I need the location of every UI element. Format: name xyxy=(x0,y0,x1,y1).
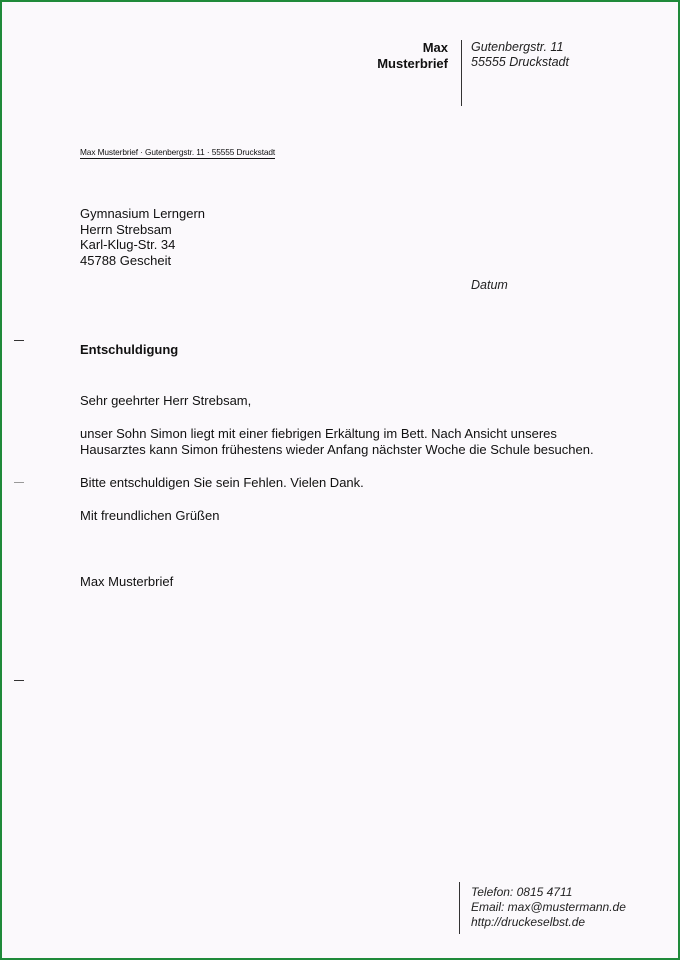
recipient-address xyxy=(80,206,205,268)
recipient-line1: Gymnasium Lerngern xyxy=(80,206,205,221)
contact-web: http://druckeselbst.de xyxy=(471,915,586,929)
recipient-line3: Karl-Klug-Str. 34 xyxy=(80,237,176,252)
fold-mark-top xyxy=(14,340,24,341)
letter-subject: Entschuldigung xyxy=(80,342,179,357)
contact-email: Email: max@mustermann.de xyxy=(471,900,626,914)
sender-name-line2: Musterbrief xyxy=(377,56,448,71)
paragraph-1 xyxy=(80,426,594,457)
salutation: Sehr geehrter Herr Strebsam, xyxy=(80,393,252,408)
sender-street: Gutenbergstr. 11 xyxy=(471,40,564,54)
paragraph-2: Bitte entschuldigen Sie sein Fehlen. Vielen Dank. xyxy=(80,475,364,490)
contact-block xyxy=(471,885,626,930)
sender-name-line1: Max xyxy=(422,40,448,55)
signature: Max Musterbrief xyxy=(80,574,174,589)
recipient-line2: Herrn Strebsam xyxy=(80,221,172,237)
sender-name xyxy=(377,40,448,72)
header-divider xyxy=(461,40,462,106)
letter-date: Datum xyxy=(471,278,508,292)
punch-mark xyxy=(14,482,24,483)
closing: Mit freundlichen Grüßen xyxy=(80,508,220,523)
paragraph-1-line2: Hausarztes kann Simon frühestens wieder Anfang nächster Woche die Schule besuchen. xyxy=(80,441,594,457)
sender-city: 55555 Druckstadt xyxy=(471,55,569,69)
paragraph-1-line1: unser Sohn Simon liegt mit einer fiebrigen Erkältung im Bett. Nach Ansicht unseres xyxy=(80,426,557,441)
return-address-line: Max Musterbrief · Gutenbergstr. 11 · 55555 Druckstadt xyxy=(80,147,276,157)
contact-phone: Telefon: 0815 4711 xyxy=(471,885,573,899)
fold-mark-bottom xyxy=(14,680,24,681)
sender-address xyxy=(471,40,569,70)
recipient-line4: 45788 Gescheit xyxy=(80,252,172,268)
footer-divider xyxy=(459,882,460,934)
